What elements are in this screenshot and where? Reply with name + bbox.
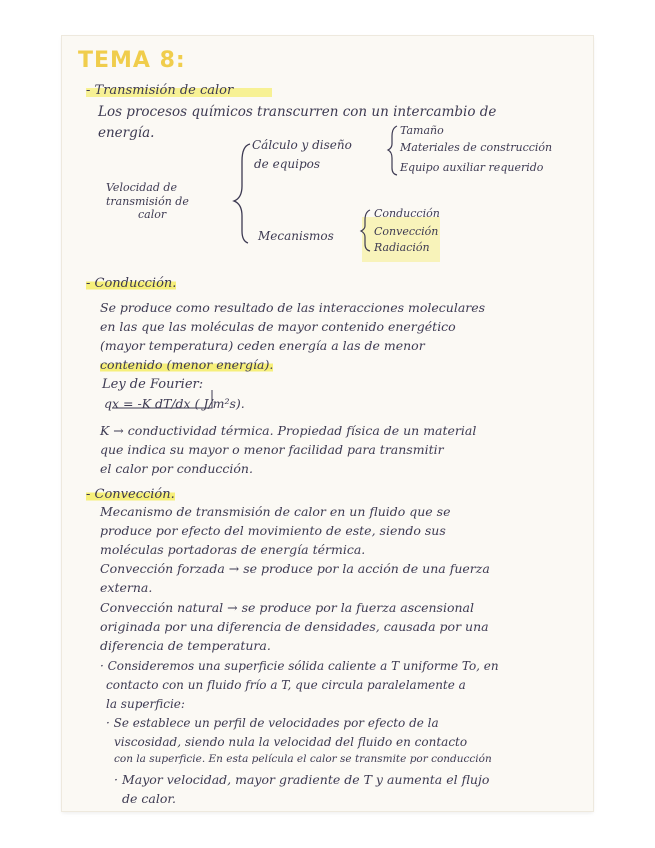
ley-fourier: Ley de Fourier: <box>102 377 204 392</box>
natural-line-2: originada por una diferencia de densidades, causada por una <box>100 619 489 634</box>
conduccion-line-1: Se produce como resultado de las interacciones moleculares <box>100 300 486 315</box>
conduccion-item: Conducción <box>374 207 440 220</box>
natural-line-3: diferencia de temperatura. <box>100 638 271 653</box>
radiacion-item: Radiación <box>374 241 430 254</box>
intro-line-1: Los procesos químicos transcurren con un intercambio de <box>98 104 497 120</box>
perfil-line-3: con la superficie. En esta película el calor se transmite por conducción <box>114 753 492 765</box>
page-title: TEMA 8: <box>78 48 186 73</box>
k-line-2: que indica su mayor o menor facilidad para transmitir <box>100 442 444 457</box>
velocidad-line-2: transmisión de <box>106 195 189 208</box>
consid-line-1: · Consideremos una superficie sólida caliente a T uniforme To, en <box>100 659 499 673</box>
notebook-page <box>62 36 593 811</box>
conveccion-line-3: moléculas portadoras de energía térmica. <box>100 542 366 557</box>
equipo-item: Equipo auxiliar requerido <box>400 161 544 174</box>
section-heading-transmision: - Transmisión de calor <box>86 83 234 98</box>
conveccion-line-1: Mecanismo de transmisión de calor en un fluido que se <box>100 504 451 519</box>
materiales-item: Materiales de construcción <box>400 141 553 154</box>
conduccion-line-2: en las que las moléculas de mayor contenido energético <box>100 319 456 334</box>
forzada-line-2: externa. <box>100 580 153 595</box>
natural-line-1: Convección natural → se produce por la fuerza ascensional <box>100 600 474 615</box>
k-line-3: el calor por conducción. <box>100 461 253 476</box>
section-heading-conduccion: - Conducción. <box>86 276 177 291</box>
mecanismos-label: Mecanismos <box>258 229 334 243</box>
fourier-formula: qx = -K dT/dx ( J/m²s). <box>104 396 245 411</box>
velocidad-line-1: Velocidad de <box>106 181 177 194</box>
section-heading-conveccion: - Convección. <box>86 487 175 502</box>
calculo-line-1: Cálculo y diseño <box>252 138 352 152</box>
intro-line-2: energía. <box>98 125 155 141</box>
calculo-line-2: de equipos <box>254 157 321 171</box>
k-line-1: K → conductividad térmica. Propiedad física de un material <box>100 423 477 438</box>
mayor-line-2: de calor. <box>122 791 176 806</box>
consid-line-2: contacto con un fluido frío a T, que circula paralelamente a <box>106 678 466 692</box>
perfil-line-2: viscosidad, siendo nula la velocidad del fluido en contacto <box>114 735 468 749</box>
consid-line-3: la superficie: <box>106 697 185 711</box>
forzada-line-1: Convección forzada → se produce por la acción de una fuerza <box>100 561 490 576</box>
conveccion-line-2: produce por efecto del movimiento de este, siendo sus <box>100 523 446 538</box>
conveccion-item: Convección <box>374 225 439 238</box>
conduccion-line-3: (mayor temperatura) ceden energía a las de menor <box>100 338 425 353</box>
perfil-line-1: · Se establece un perfil de velocidades por efecto de la <box>106 716 439 730</box>
velocidad-line-3: calor <box>138 208 167 221</box>
mayor-line-1: · Mayor velocidad, mayor gradiente de T y aumenta el flujo <box>114 772 490 787</box>
conduccion-line-4: contenido (menor energía). <box>100 357 274 372</box>
tamano-item: Tamaño <box>400 124 444 137</box>
